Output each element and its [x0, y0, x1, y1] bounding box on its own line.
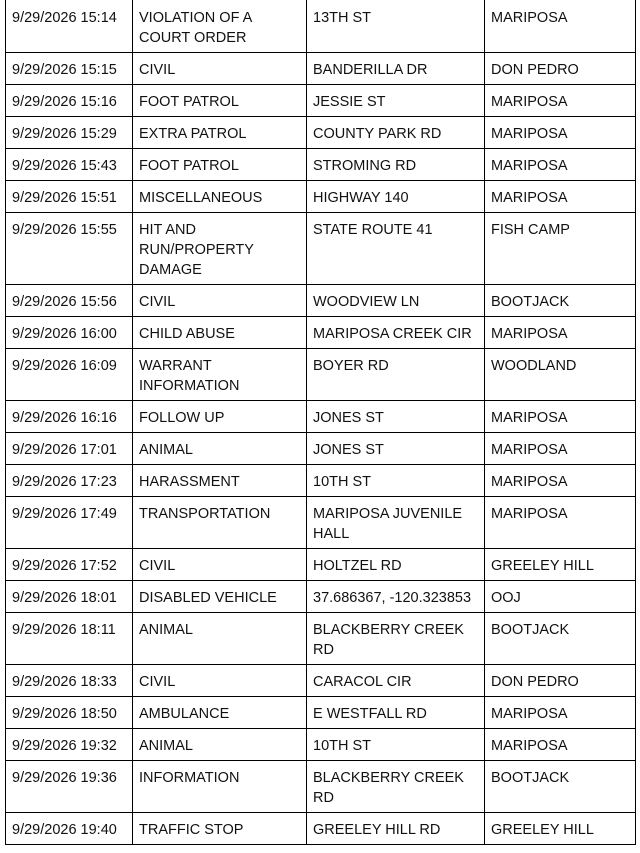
datetime-cell: 9/29/2026 16:16: [6, 401, 133, 433]
city-cell: MARIPOSA: [485, 85, 636, 117]
table-row: [6, 401, 636, 433]
city-cell: DON PEDRO: [485, 53, 636, 85]
call-type-cell: DISABLED VEHICLE: [133, 581, 307, 613]
call-log-table: [5, 0, 636, 845]
call-type-cell: AMBULANCE: [133, 697, 307, 729]
call-type-cell: FOLLOW UP: [133, 401, 307, 433]
location-cell: STROMING RD: [307, 149, 485, 181]
call-type-cell: TRAFFIC STOP: [133, 813, 307, 845]
city-cell: MARIPOSA: [485, 181, 636, 213]
city-cell: FISH CAMP: [485, 213, 636, 285]
table-row: [6, 433, 636, 465]
city-cell: MARIPOSA: [485, 729, 636, 761]
table-row: [6, 117, 636, 149]
datetime-cell: 9/29/2026 18:33: [6, 665, 133, 697]
city-cell: BOOTJACK: [485, 613, 636, 665]
datetime-cell: 9/29/2026 16:00: [6, 317, 133, 349]
table-row: [6, 697, 636, 729]
city-cell: OOJ: [485, 581, 636, 613]
table-row: [6, 613, 636, 665]
location-cell: STATE ROUTE 41: [307, 213, 485, 285]
datetime-cell: 9/29/2026 16:09: [6, 349, 133, 401]
call-type-cell: ANIMAL: [133, 433, 307, 465]
location-cell: HIGHWAY 140: [307, 181, 485, 213]
city-cell: GREELEY HILL: [485, 549, 636, 581]
location-cell: WOODVIEW LN: [307, 285, 485, 317]
location-cell: BANDERILLA DR: [307, 53, 485, 85]
call-type-cell: INFORMATION: [133, 761, 307, 813]
location-cell: BLACKBERRY CREEK RD: [307, 613, 485, 665]
call-type-cell: ANIMAL: [133, 729, 307, 761]
call-type-cell: CIVIL: [133, 53, 307, 85]
city-cell: WOODLAND: [485, 349, 636, 401]
table-row: [6, 285, 636, 317]
table-row: [6, 465, 636, 497]
table-row: [6, 549, 636, 581]
location-cell: JONES ST: [307, 433, 485, 465]
datetime-cell: 9/29/2026 18:50: [6, 697, 133, 729]
city-cell: MARIPOSA: [485, 117, 636, 149]
datetime-cell: 9/29/2026 15:43: [6, 149, 133, 181]
datetime-cell: 9/29/2026 15:15: [6, 53, 133, 85]
datetime-cell: 9/29/2026 19:40: [6, 813, 133, 845]
call-type-cell: ANIMAL: [133, 613, 307, 665]
location-cell: CARACOL CIR: [307, 665, 485, 697]
datetime-cell: 9/29/2026 17:01: [6, 433, 133, 465]
datetime-cell: 9/29/2026 15:55: [6, 213, 133, 285]
location-cell: JESSIE ST: [307, 85, 485, 117]
table-row: [6, 149, 636, 181]
city-cell: GREELEY HILL: [485, 813, 636, 845]
table-row: [6, 317, 636, 349]
table-row: [6, 497, 636, 549]
call-type-cell: VIOLATION OF A COURT ORDER: [133, 0, 307, 53]
location-cell: GREELEY HILL RD: [307, 813, 485, 845]
datetime-cell: 9/29/2026 18:01: [6, 581, 133, 613]
datetime-cell: 9/29/2026 17:49: [6, 497, 133, 549]
table-row: [6, 85, 636, 117]
call-type-cell: FOOT PATROL: [133, 85, 307, 117]
location-cell: MARIPOSA CREEK CIR: [307, 317, 485, 349]
city-cell: MARIPOSA: [485, 433, 636, 465]
call-type-cell: WARRANT INFORMATION: [133, 349, 307, 401]
city-cell: MARIPOSA: [485, 465, 636, 497]
table-row: [6, 0, 636, 53]
city-cell: BOOTJACK: [485, 285, 636, 317]
city-cell: MARIPOSA: [485, 149, 636, 181]
call-type-cell: CIVIL: [133, 549, 307, 581]
location-cell: BLACKBERRY CREEK RD: [307, 761, 485, 813]
table-row: [6, 349, 636, 401]
city-cell: MARIPOSA: [485, 401, 636, 433]
call-type-cell: EXTRA PATROL: [133, 117, 307, 149]
datetime-cell: 9/29/2026 15:56: [6, 285, 133, 317]
city-cell: DON PEDRO: [485, 665, 636, 697]
table-row: [6, 581, 636, 613]
call-type-cell: FOOT PATROL: [133, 149, 307, 181]
table-row: [6, 813, 636, 845]
call-type-cell: TRANSPORTATION: [133, 497, 307, 549]
datetime-cell: 9/29/2026 15:51: [6, 181, 133, 213]
datetime-cell: 9/29/2026 17:23: [6, 465, 133, 497]
location-cell: 13TH ST: [307, 0, 485, 53]
call-type-cell: HIT AND RUN/PROPERTY DAMAGE: [133, 213, 307, 285]
call-type-cell: CHILD ABUSE: [133, 317, 307, 349]
table-row: [6, 181, 636, 213]
location-cell: 10TH ST: [307, 465, 485, 497]
call-type-cell: HARASSMENT: [133, 465, 307, 497]
city-cell: MARIPOSA: [485, 497, 636, 549]
datetime-cell: 9/29/2026 17:52: [6, 549, 133, 581]
location-cell: BOYER RD: [307, 349, 485, 401]
location-cell: 37.686367, -120.323853: [307, 581, 485, 613]
location-cell: 10TH ST: [307, 729, 485, 761]
city-cell: BOOTJACK: [485, 761, 636, 813]
table-row: [6, 53, 636, 85]
table-row: [6, 761, 636, 813]
location-cell: JONES ST: [307, 401, 485, 433]
location-cell: HOLTZEL RD: [307, 549, 485, 581]
table-row: [6, 665, 636, 697]
datetime-cell: 9/29/2026 15:14: [6, 0, 133, 53]
datetime-cell: 9/29/2026 18:11: [6, 613, 133, 665]
call-type-cell: MISCELLANEOUS: [133, 181, 307, 213]
datetime-cell: 9/29/2026 19:36: [6, 761, 133, 813]
location-cell: COUNTY PARK RD: [307, 117, 485, 149]
datetime-cell: 9/29/2026 15:16: [6, 85, 133, 117]
city-cell: MARIPOSA: [485, 0, 636, 53]
location-cell: E WESTFALL RD: [307, 697, 485, 729]
call-type-cell: CIVIL: [133, 285, 307, 317]
call-type-cell: CIVIL: [133, 665, 307, 697]
datetime-cell: 9/29/2026 15:29: [6, 117, 133, 149]
datetime-cell: 9/29/2026 19:32: [6, 729, 133, 761]
table-row: [6, 729, 636, 761]
city-cell: MARIPOSA: [485, 317, 636, 349]
table-row: [6, 213, 636, 285]
location-cell: MARIPOSA JUVENILE HALL: [307, 497, 485, 549]
city-cell: MARIPOSA: [485, 697, 636, 729]
